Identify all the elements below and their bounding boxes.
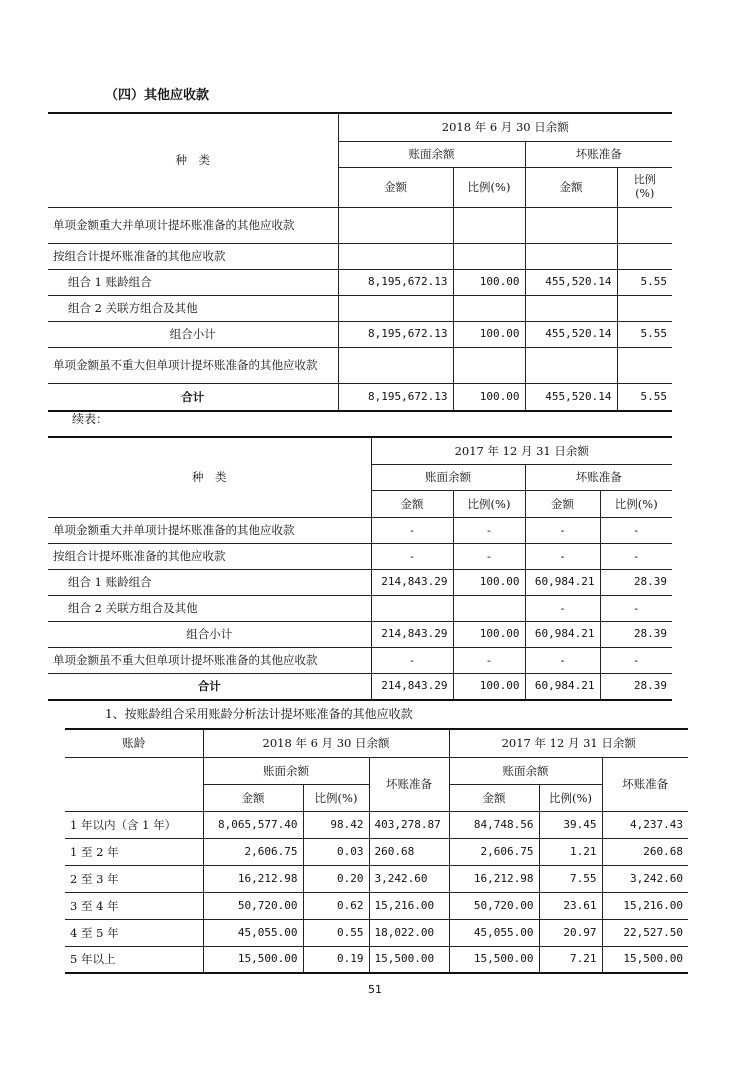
amount-cell: 45,055.00: [203, 919, 303, 946]
bad-ratio-cell: 5.55: [617, 383, 672, 411]
bad-amount-cell: -: [525, 517, 600, 543]
bad-debt-cell: 15,216.00: [602, 892, 688, 919]
row-label: 单项金额重大并单项计提坏账准备的其他应收款: [48, 207, 338, 243]
bad-amount-cell: 455,520.14: [525, 383, 617, 411]
ratio-cell: 0.55: [303, 919, 369, 946]
table-row: [48, 543, 672, 569]
ratio-cell: 23.61: [539, 892, 602, 919]
ratio-cell: 100.00: [453, 383, 525, 411]
ratio-cell: 1.21: [539, 838, 602, 865]
row-label: 单项金额重大并单项计提坏账准备的其他应收款: [48, 517, 371, 543]
book-balance-header-2: 账面余额: [449, 757, 602, 784]
bad-ratio-cell: -: [600, 595, 672, 621]
bad-amount-cell: [525, 207, 617, 243]
table-row: [48, 295, 672, 321]
bad-debt-cell: 15,500.00: [602, 946, 688, 973]
ratio-cell: 100.00: [453, 673, 525, 700]
amount-header-1: 金额: [203, 784, 303, 811]
row-label: 单项金额虽不重大但单项计提坏账准备的其他应收款: [48, 347, 338, 383]
bad-ratio-cell: [617, 243, 672, 269]
amount-cell: 16,212.98: [449, 865, 539, 892]
bad-amount-cell: 60,984.21: [525, 673, 600, 700]
ratio-cell: 20.97: [539, 919, 602, 946]
ratio-header-1: 比例(%): [303, 784, 369, 811]
amount-header-2: 金额: [449, 784, 539, 811]
table-row: [65, 919, 688, 946]
bad-debt-header-1: 坏账准备: [369, 757, 449, 811]
bad-ratio-header: 比例(%): [600, 490, 672, 517]
ratio-cell: [453, 295, 525, 321]
ratio-cell: -: [453, 517, 525, 543]
book-balance-header: 账面余额: [338, 141, 525, 167]
bad-ratio-cell: 28.39: [600, 673, 672, 700]
ratio-header: 比例(%): [453, 167, 525, 207]
amount-cell: 8,195,672.13: [338, 269, 453, 295]
amount-cell: 214,843.29: [371, 621, 453, 647]
ratio-cell: [453, 243, 525, 269]
ratio-cell: 0.20: [303, 865, 369, 892]
amount-cell: [338, 243, 453, 269]
table-row: [48, 347, 672, 383]
ratio-header-2: 比例(%): [539, 784, 602, 811]
bad-ratio-header: 比例 (%): [617, 167, 672, 207]
amount-cell: -: [371, 543, 453, 569]
bad-debt-cell: 22,527.50: [602, 919, 688, 946]
bad-debt-cell: 3,242.60: [369, 865, 449, 892]
table-row: [65, 838, 688, 865]
bad-amount-cell: [525, 295, 617, 321]
aging-header: 账龄: [65, 729, 203, 757]
amount-cell: 50,720.00: [449, 892, 539, 919]
ratio-cell: 7.21: [539, 946, 602, 973]
row-label: 组合 2 关联方组合及其他: [48, 595, 371, 621]
bad-debt-header: 坏账准备: [525, 141, 672, 167]
category-header: 种 类: [48, 113, 338, 207]
row-label: 按组合计提坏账准备的其他应收款: [48, 543, 371, 569]
section-title: （四）其他应收款: [105, 88, 210, 103]
period-header: 2017 年 12 月 31 日余额: [371, 437, 672, 464]
table-2017-12-31: [48, 436, 672, 701]
aging-header-blank: [65, 757, 203, 811]
row-label: 按组合计提坏账准备的其他应收款: [48, 243, 338, 269]
table-row: [48, 569, 672, 595]
row-label: 单项金额虽不重大但单项计提坏账准备的其他应收款: [48, 647, 371, 673]
row-label: 组合 1 账龄组合: [48, 569, 371, 595]
bad-amount-cell: -: [525, 543, 600, 569]
bad-amount-header: 金额: [525, 167, 617, 207]
amount-cell: [338, 347, 453, 383]
bad-amount-header: 金额: [525, 490, 600, 517]
amount-cell: 214,843.29: [371, 569, 453, 595]
bad-ratio-cell: 5.55: [617, 321, 672, 347]
amount-cell: 8,195,672.13: [338, 383, 453, 411]
ratio-cell: 100.00: [453, 269, 525, 295]
aging-analysis-title: 1、按账龄组合采用账龄分析法计提坏账准备的其他应收款: [105, 707, 413, 721]
row-label: 组合 2 关联方组合及其他: [48, 295, 338, 321]
amount-cell: 2,606.75: [449, 838, 539, 865]
amount-cell: 16,212.98: [203, 865, 303, 892]
bad-ratio-cell: 28.39: [600, 569, 672, 595]
ratio-cell: 0.03: [303, 838, 369, 865]
table-row: [65, 946, 688, 973]
row-label: 合计: [48, 673, 371, 700]
bad-debt-cell: 3,242.60: [602, 865, 688, 892]
bad-debt-cell: 260.68: [602, 838, 688, 865]
bad-ratio-cell: -: [600, 543, 672, 569]
table-row: [48, 621, 672, 647]
amount-cell: 15,500.00: [203, 946, 303, 973]
category-header: 种 类: [48, 437, 371, 517]
bad-ratio-cell: 28.39: [600, 621, 672, 647]
table-row: [48, 269, 672, 295]
bad-ratio-cell: [617, 295, 672, 321]
table-row: [48, 207, 672, 243]
ratio-header: 比例(%): [453, 490, 525, 517]
amount-header: 金额: [338, 167, 453, 207]
amount-cell: 84,748.56: [449, 811, 539, 838]
period2-header: 2017 年 12 月 31 日余额: [449, 729, 688, 757]
amount-cell: -: [371, 647, 453, 673]
continued-label: 续表：: [72, 412, 109, 426]
bad-debt-cell: 4,237.43: [602, 811, 688, 838]
table-row: [65, 865, 688, 892]
amount-cell: [338, 207, 453, 243]
bad-ratio-cell: -: [600, 647, 672, 673]
row-label: 组合小计: [48, 321, 338, 347]
bad-debt-cell: 260.68: [369, 838, 449, 865]
row-label: 组合 1 账龄组合: [48, 269, 338, 295]
ratio-cell: [453, 207, 525, 243]
aging-label: 5 年以上: [65, 946, 203, 973]
amount-cell: 45,055.00: [449, 919, 539, 946]
bad-ratio-cell: [617, 207, 672, 243]
ratio-cell: 100.00: [453, 621, 525, 647]
book-balance-header: 账面余额: [371, 464, 525, 490]
ratio-cell: -: [453, 647, 525, 673]
ratio-cell: [453, 347, 525, 383]
bad-debt-cell: 403,278.87: [369, 811, 449, 838]
book-balance-header-1: 账面余额: [203, 757, 369, 784]
ratio-cell: 39.45: [539, 811, 602, 838]
bad-debt-header: 坏账准备: [525, 464, 672, 490]
aging-label: 3 至 4 年: [65, 892, 203, 919]
page-number: 51: [368, 983, 382, 996]
ratio-cell: 7.55: [539, 865, 602, 892]
bad-ratio-cell: [617, 347, 672, 383]
bad-debt-cell: 18,022.00: [369, 919, 449, 946]
bad-ratio-cell: -: [600, 517, 672, 543]
amount-cell: 8,195,672.13: [338, 321, 453, 347]
ratio-cell: 98.42: [303, 811, 369, 838]
aging-label: 4 至 5 年: [65, 919, 203, 946]
bad-amount-cell: 60,984.21: [525, 569, 600, 595]
amount-cell: 2,606.75: [203, 838, 303, 865]
amount-cell: 15,500.00: [449, 946, 539, 973]
period-header: 2018 年 6 月 30 日余额: [338, 113, 672, 141]
ratio-cell: 100.00: [453, 569, 525, 595]
amount-header: 金额: [371, 490, 453, 517]
row-label: 组合小计: [48, 621, 371, 647]
table-row: [65, 811, 688, 838]
bad-amount-cell: -: [525, 647, 600, 673]
amount-cell: 214,843.29: [371, 673, 453, 700]
ratio-cell: -: [453, 543, 525, 569]
bad-amount-cell: -: [525, 595, 600, 621]
amount-cell: 50,720.00: [203, 892, 303, 919]
row-label: 合计: [48, 383, 338, 411]
amount-cell: -: [371, 517, 453, 543]
aging-table: [65, 728, 688, 974]
ratio-cell: 100.00: [453, 321, 525, 347]
period1-header: 2018 年 6 月 30 日余额: [203, 729, 449, 757]
total-row: [48, 383, 672, 411]
bad-debt-cell: 15,500.00: [369, 946, 449, 973]
table-row: [65, 892, 688, 919]
bad-amount-cell: [525, 243, 617, 269]
ratio-cell: 0.62: [303, 892, 369, 919]
bad-amount-cell: [525, 347, 617, 383]
aging-label: 1 至 2 年: [65, 838, 203, 865]
aging-label: 2 至 3 年: [65, 865, 203, 892]
bad-amount-cell: 455,520.14: [525, 321, 617, 347]
table-row: [48, 595, 672, 621]
bad-debt-cell: 15,216.00: [369, 892, 449, 919]
total-row: [48, 673, 672, 700]
ratio-cell: [453, 595, 525, 621]
amount-cell: [371, 595, 453, 621]
table-row: [48, 647, 672, 673]
table-row: [48, 321, 672, 347]
table-2018-06-30: [48, 112, 672, 412]
bad-amount-cell: 455,520.14: [525, 269, 617, 295]
ratio-cell: 0.19: [303, 946, 369, 973]
table-row: [48, 517, 672, 543]
aging-label: 1 年以内（含 1 年）: [65, 811, 203, 838]
amount-cell: [338, 295, 453, 321]
bad-debt-header-2: 坏账准备: [602, 757, 688, 811]
table-row: [48, 243, 672, 269]
bad-amount-cell: 60,984.21: [525, 621, 600, 647]
bad-ratio-cell: 5.55: [617, 269, 672, 295]
amount-cell: 8,065,577.40: [203, 811, 303, 838]
